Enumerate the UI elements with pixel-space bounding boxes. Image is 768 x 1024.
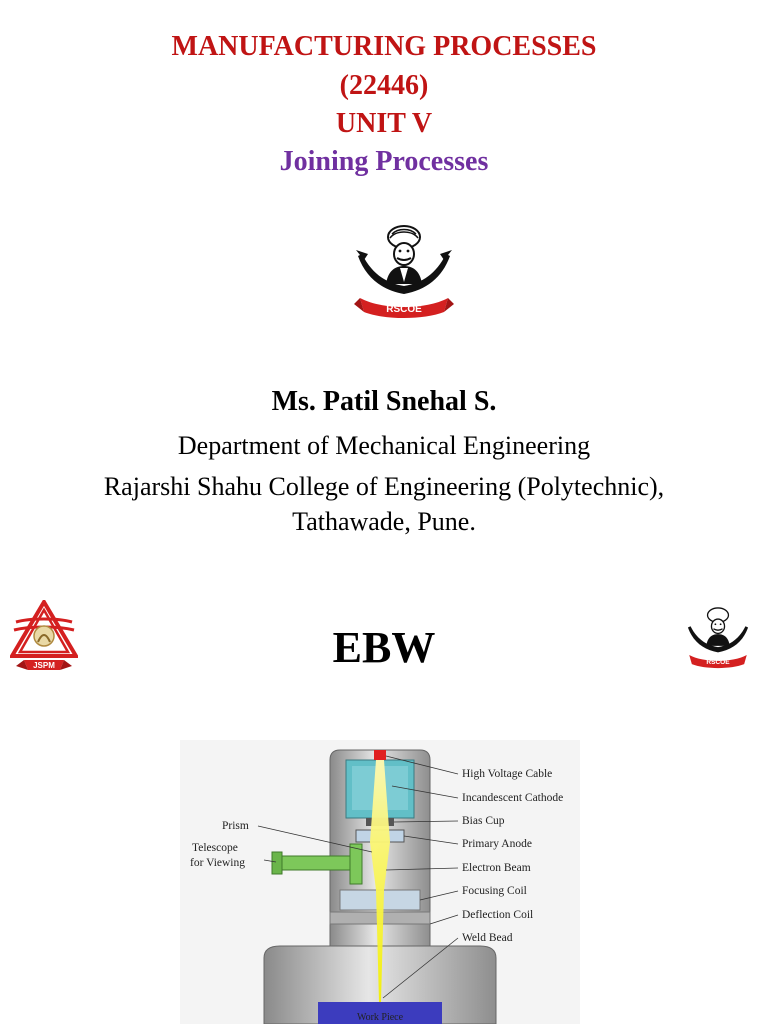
label-primary-anode: Primary Anode bbox=[462, 838, 532, 850]
college-location: Tathawade, Pune. bbox=[292, 507, 476, 536]
label-deflection-coil: Deflection Coil bbox=[462, 909, 534, 921]
work-piece-label: Work Piece bbox=[356, 1012, 404, 1023]
label-bias-cup: Bias Cup bbox=[462, 815, 505, 827]
label-weld-bead: Weld Bead bbox=[462, 932, 513, 944]
label-for-viewing: for Viewing bbox=[190, 857, 245, 869]
rscoe-small-banner-text: RSCOE bbox=[706, 659, 730, 667]
college-name: Rajarshi Shahu College of Engineering (Polytechnic), bbox=[103, 472, 665, 501]
rscoe-banner-text: RSCOE bbox=[386, 304, 422, 315]
ebw-diagram bbox=[180, 740, 580, 1024]
label-high-voltage-cable: High Voltage Cable bbox=[462, 768, 553, 780]
department: Department of Mechanical Engineering bbox=[177, 431, 591, 460]
jspm-banner-text: JSPM bbox=[33, 661, 55, 670]
author-name: Ms. Patil Snehal S. bbox=[271, 386, 497, 417]
label-incandescent-cathode: Incandescent Cathode bbox=[462, 792, 564, 804]
label-focusing-coil: Focusing Coil bbox=[462, 885, 527, 897]
topic-heading: EBW bbox=[332, 623, 436, 672]
title-line-1: MANUFACTURING PROCESSES bbox=[171, 31, 597, 62]
label-telescope: Telescope bbox=[192, 842, 238, 854]
label-prism: Prism bbox=[222, 820, 249, 832]
rscoe-logo-small bbox=[684, 604, 752, 672]
subtitle: Joining Processes bbox=[279, 146, 489, 177]
rscoe-logo bbox=[352, 220, 456, 324]
label-electron-beam: Electron Beam bbox=[462, 862, 531, 874]
title-line-3: UNIT V bbox=[335, 108, 433, 139]
title-line-2: (22446) bbox=[339, 70, 429, 101]
high-voltage-cable bbox=[374, 750, 386, 760]
